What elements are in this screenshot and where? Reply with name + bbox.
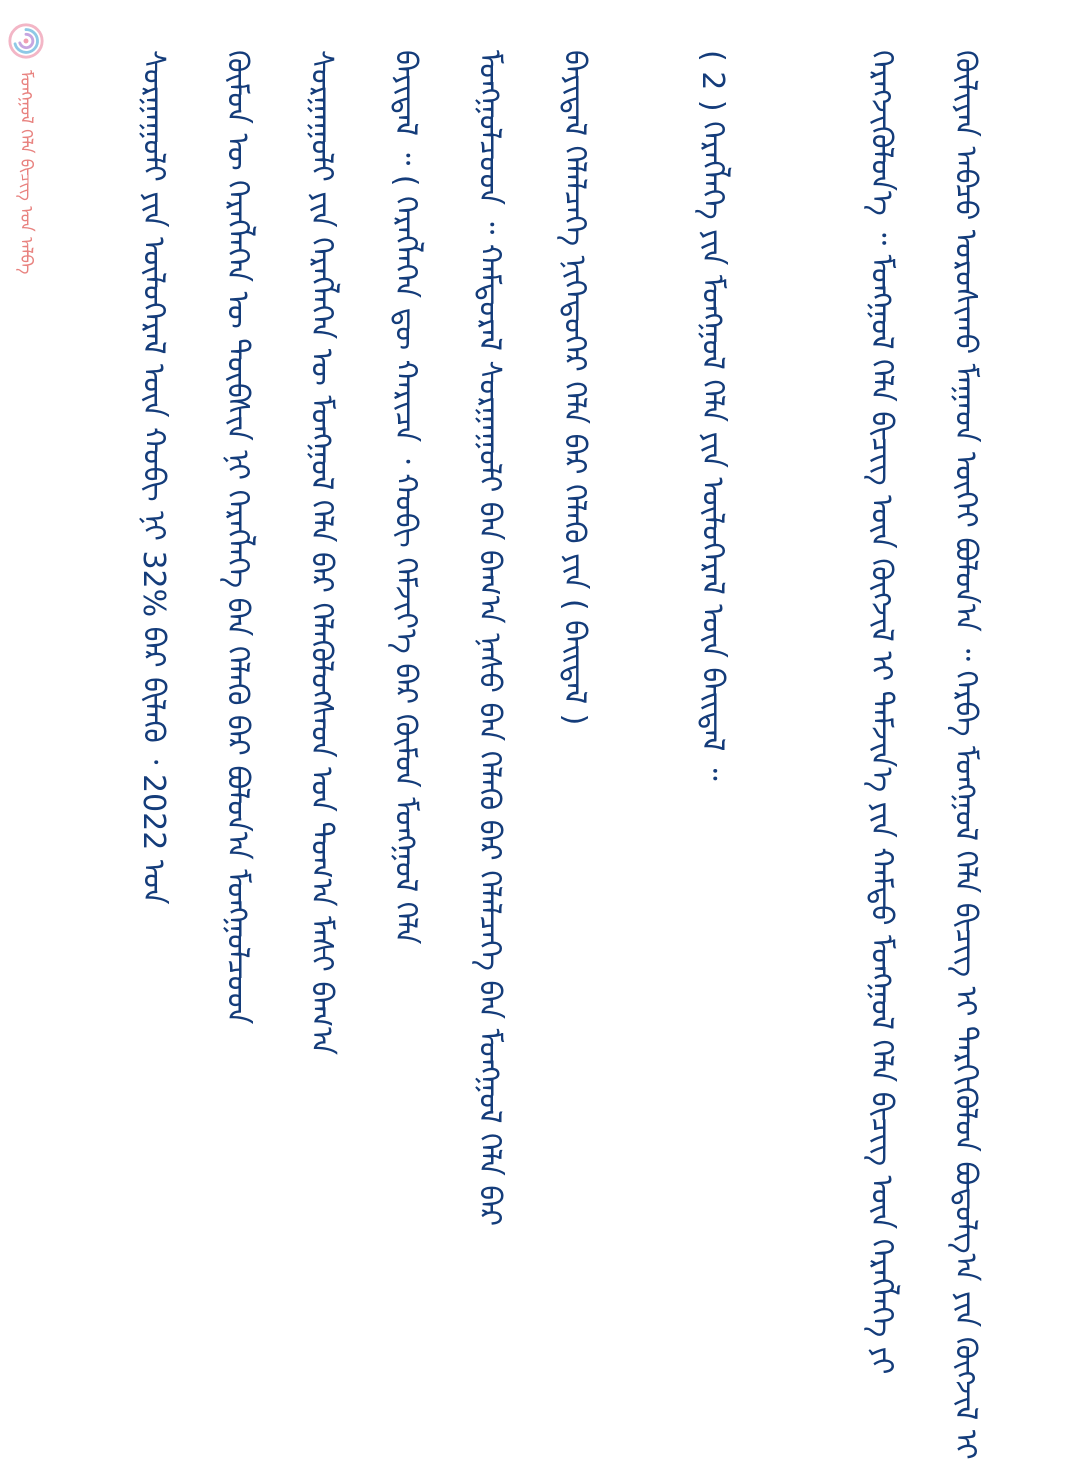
text-column-9: ᠰᠤᠷᠭᠠᠭᠤᠯᠢ ᠶᠢᠨ ᠦᠯᠦᠭᠡᠷᠡᠯ ᠦᠨ ᠬᠤᠪᠢ ᠨᠢ 32% ᠪᠠᠷ ᠪᠢᠯᠡᠬᠦ ᠂ 2022 ᠣᠨ: [136, 50, 171, 905]
text-column-6: ᠪᠠᠶᠢᠳᠠᠯ ᠃ ( ᠬᠡᠷᠡᠭᠯᠡᠭᠡᠨ ᠳᠦ ᠬᠠᠷᠢᠴᠠ ᠂ ᠬᠤᠪᠢ ᠬᠡᠮᠵᠢᠶ᠎ᠡ ᠪᠠᠷ ᠬᠦᠮᠦᠨ ᠮᠣᠩᠭᠣᠯ ᠬᠡᠯᠡ: [388, 50, 423, 945]
swirl-logo-icon: [7, 22, 45, 60]
text-column-7: ᠰᠤᠷᠭᠠᠭᠤᠯᠢ ᠶᠢᠨ ᠬᠡᠷᠡᠭᠯᠡᠭᠡᠨ ᠦ ᠮᠣᠩᠭᠣᠯ ᠬᠡᠯᠡ ᠪᠡᠷ ᠬᠡᠯᠡᠭᠦᠯᠦᠭᠰᠡᠳ ᠤᠨ ᠲᠣᠭ᠎ᠠ ᠮᠠᠰᠢ ᠪᠠᠭ᠎ᠠ: [304, 50, 339, 1055]
watermark-text: ᠮᠣᠩᠭᠣᠯ ᠬᠡᠯᠡ ᠪᠢᠴᠢᠭ ᠤᠨ ᠠᠯᠪᠠ: [16, 70, 36, 275]
text-column-5: ᠮᠣᠩᠭᠣᠯᠴᠤᠳ ᠃ ᠬᠠᠮᠲᠤᠷᠠᠯ ᠰᠤᠷᠭᠠᠭᠤᠯᠢ ᠪᠠᠨ ᠪᠠᠭ᠎ᠠ ᠨᠠᠰᠤ ᠪᠠᠨ ᠬᠡᠯᠡᠬᠦ ᠪᠡᠷ ᠬᠡᠯᠡᠯᠴᠡᠭᠡ ᠪᠠᠨ ᠮᠣᠩᠭᠣᠯ ᠬᠡᠯᠡ ᠪᠡᠷ: [472, 50, 507, 1227]
text-column-4: ᠪᠠᠶᠢᠳᠠᠯ ᠬᠡᠯᠡᠯᠴᠡᠭᠡ ᠨᠢᠭᠡᠳᠦᠭᠡᠷ ᠬᠡᠯᠡ ᠪᠡᠷ ᠬᠡᠯᠡᠬᠦ ᠶᠢᠨ ( ᠪᠠᠢᠳᠠᠯ ): [557, 50, 592, 726]
text-column-8: ᠬᠦᠮᠦᠨ ᠦ ᠬᠡᠷᠡᠭᠯᠡᠭᠡᠨ ᠦ ᠲᠦᠪᠰᠢᠨ ᠨᠢ ᠬᠡᠷᠡᠭᠯᠡᠭᠡ ᠪᠠᠨ ᠬᠡᠯᠡᠬᠦ ᠪᠡᠷ ᠪᠣᠯᠤᠨ᠎ᠠ ᠮᠣᠩᠭᠣᠯᠴᠤᠳ: [220, 50, 255, 1025]
watermark: [4, 22, 48, 442]
text-column-3: ( 2 ) ᠬᠡᠷᠡᠭᠯᠡᠭᠡ ᠶᠢᠨ ᠮᠣᠩᠭᠣᠯ ᠬᠡᠯᠡ ᠶᠢᠨ ᠦᠯᠦᠭᠡᠷᠡᠯ ᠦᠨ ᠪᠠᠢᠳᠠᠯ ᠃: [695, 50, 730, 781]
text-column-2: ᠬᠡᠷᠡᠭᠵᠢᠭᠦᠯᠦᠨ᠎ᠡ ᠃ ᠮᠣᠩᠭᠣᠯ ᠬᠡᠯᠡ ᠪᠢᠴᠢᠭ ᠦᠨ ᠬᠥᠭᠵᠢᠯ ᠢ ᠳᠡᠮᠵᠢᠨ᠎ᠡ ᠶᠢᠨ ᠬᠠᠮᠲᠤ ᠮᠣᠩᠭᠣᠯ ᠬᠡᠯᠡ ᠪᠢᠴᠢᠭ ᠦᠨ ᠬᠡᠷᠡᠭᠯᠡᠭᠡ ᠶᠢ: [864, 50, 899, 1375]
text-column-1: ᠬᠦᠯᠢᠶᠡᠨ ᠠᠪᠴᠤ ᠣᠷᠣᠰᠢᠬᠤ ᠮᠠᠭᠠᠳ ᠦᠭᠡᠶ ᠪᠣᠯᠤᠨ᠎ᠠ ᠃ ᠬᠡᠷᠪᠡ ᠮᠣᠩᠭᠣᠯ ᠬᠡᠯᠡ ᠪᠢᠴᠢᠭ ᠢ ᠲᠡᠷᠭᠢᠭᠦᠯᠦᠨ ᠪᠣᠳᠤᠯᠭ᠎ᠠ ᠶᠢᠨ ᠬᠥᠭᠵᠢᠯ ᠢ: [948, 50, 983, 1460]
